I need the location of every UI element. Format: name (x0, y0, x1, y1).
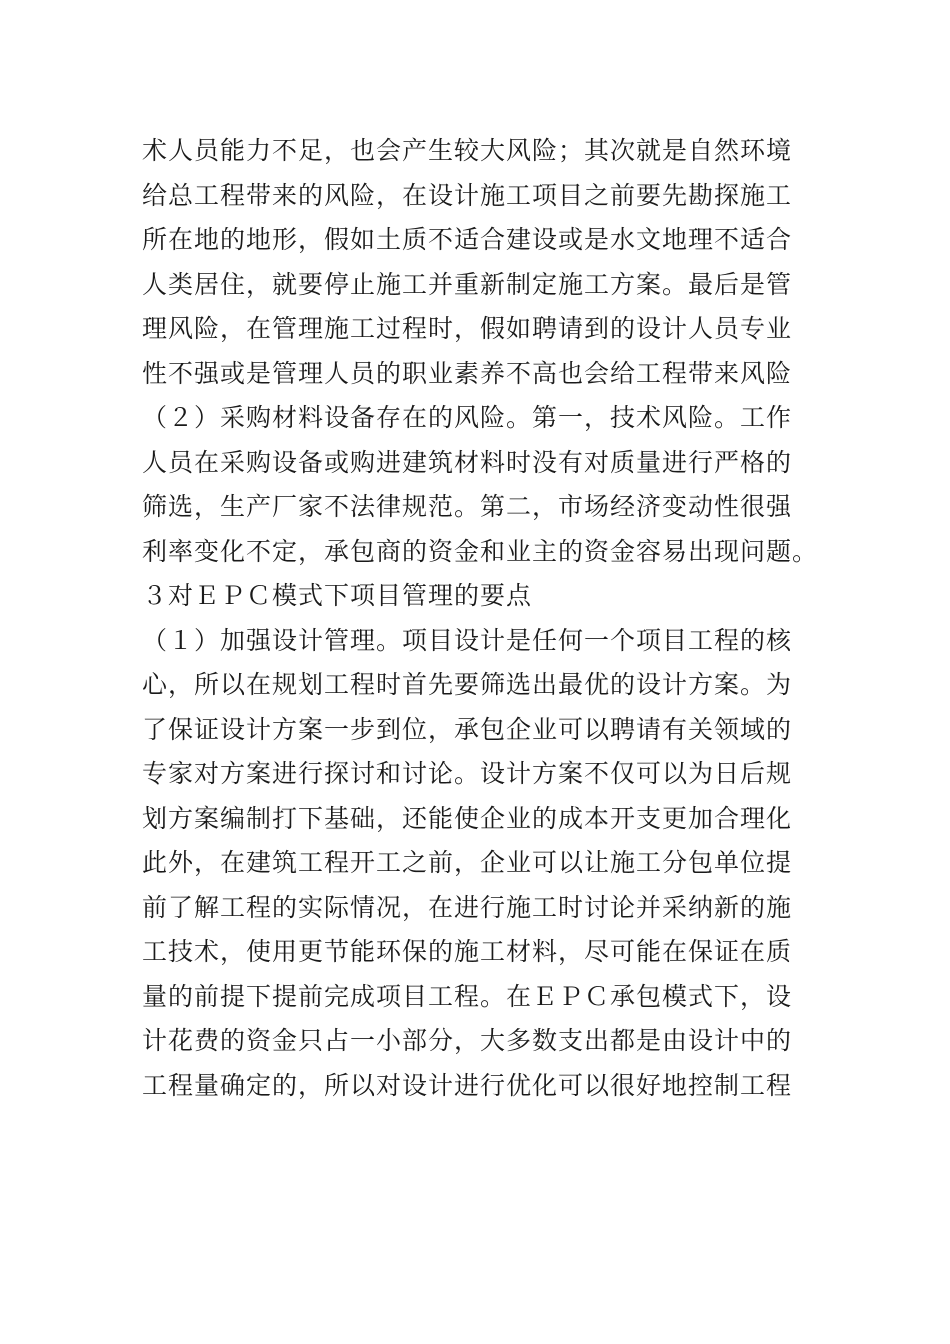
body-text (142, 129, 822, 1108)
text-line: 了保证设计方案一步到位，承包企业可以聘请有关领域的 (142, 714, 793, 744)
text-line: 筛选，生产厂家不法律规范。第二，市场经济变动性很强 (142, 492, 793, 521)
text-line: 工技术，使用更节能环保的施工材料，尽可能在保证在质 (142, 937, 793, 966)
text-line: 前了解工程的实际情况，在进行施工时讨论并采纳新的施 (142, 892, 793, 922)
text-line: 理风险，在管理施工过程时，假如聘请到的设计人员专业 (142, 314, 793, 343)
text-line: 计花费的资金只占一小部分，大多数支出都是由设计中的 (142, 1026, 793, 1055)
text-line: 给总工程带来的风险，在设计施工项目之前要先勘探施工 (142, 180, 793, 210)
text-line: （２）采购材料设备存在的风险。第一，技术风险。工作 (142, 403, 793, 432)
text-line: （１）加强设计管理。项目设计是任何一个项目工程的核 (142, 625, 793, 655)
text-line: 术人员能力不足，也会产生较大风险；其次就是自然环境 (142, 136, 793, 165)
text-line: 人员在采购设备或购进建筑材料时没有对质量进行严格的 (142, 447, 793, 477)
text-line: 性不强或是管理人员的职业素养不高也会给工程带来风险 (142, 358, 793, 388)
text-line: 专家对方案进行探讨和讨论。设计方案不仅可以为日后规 (142, 759, 793, 788)
text-line: 利率变化不定，承包商的资金和业主的资金容易出现问题。 (142, 536, 819, 566)
text-line: 人类居住，就要停止施工并重新制定施工方案。最后是管 (142, 269, 793, 299)
text-line: 量的前提下提前完成项目工程。在ＥＰＣ承包模式下，设 (142, 981, 793, 1011)
text-line: 此外，在建筑工程开工之前，企业可以让施工分包单位提 (142, 848, 793, 877)
text-line: 所在地的地形，假如土质不适合建设或是水文地理不适合 (142, 225, 793, 254)
text-line: 划方案编制打下基础，还能使企业的成本开支更加合理化 (142, 803, 793, 833)
text-line: 心，所以在规划工程时首先要筛选出最优的设计方案。为 (142, 670, 793, 699)
section-heading: ３对ＥＰＣ模式下项目管理的要点 (142, 581, 533, 610)
text-line: 工程量确定的，所以对设计进行优化可以很好地控制工程 (142, 1070, 793, 1100)
